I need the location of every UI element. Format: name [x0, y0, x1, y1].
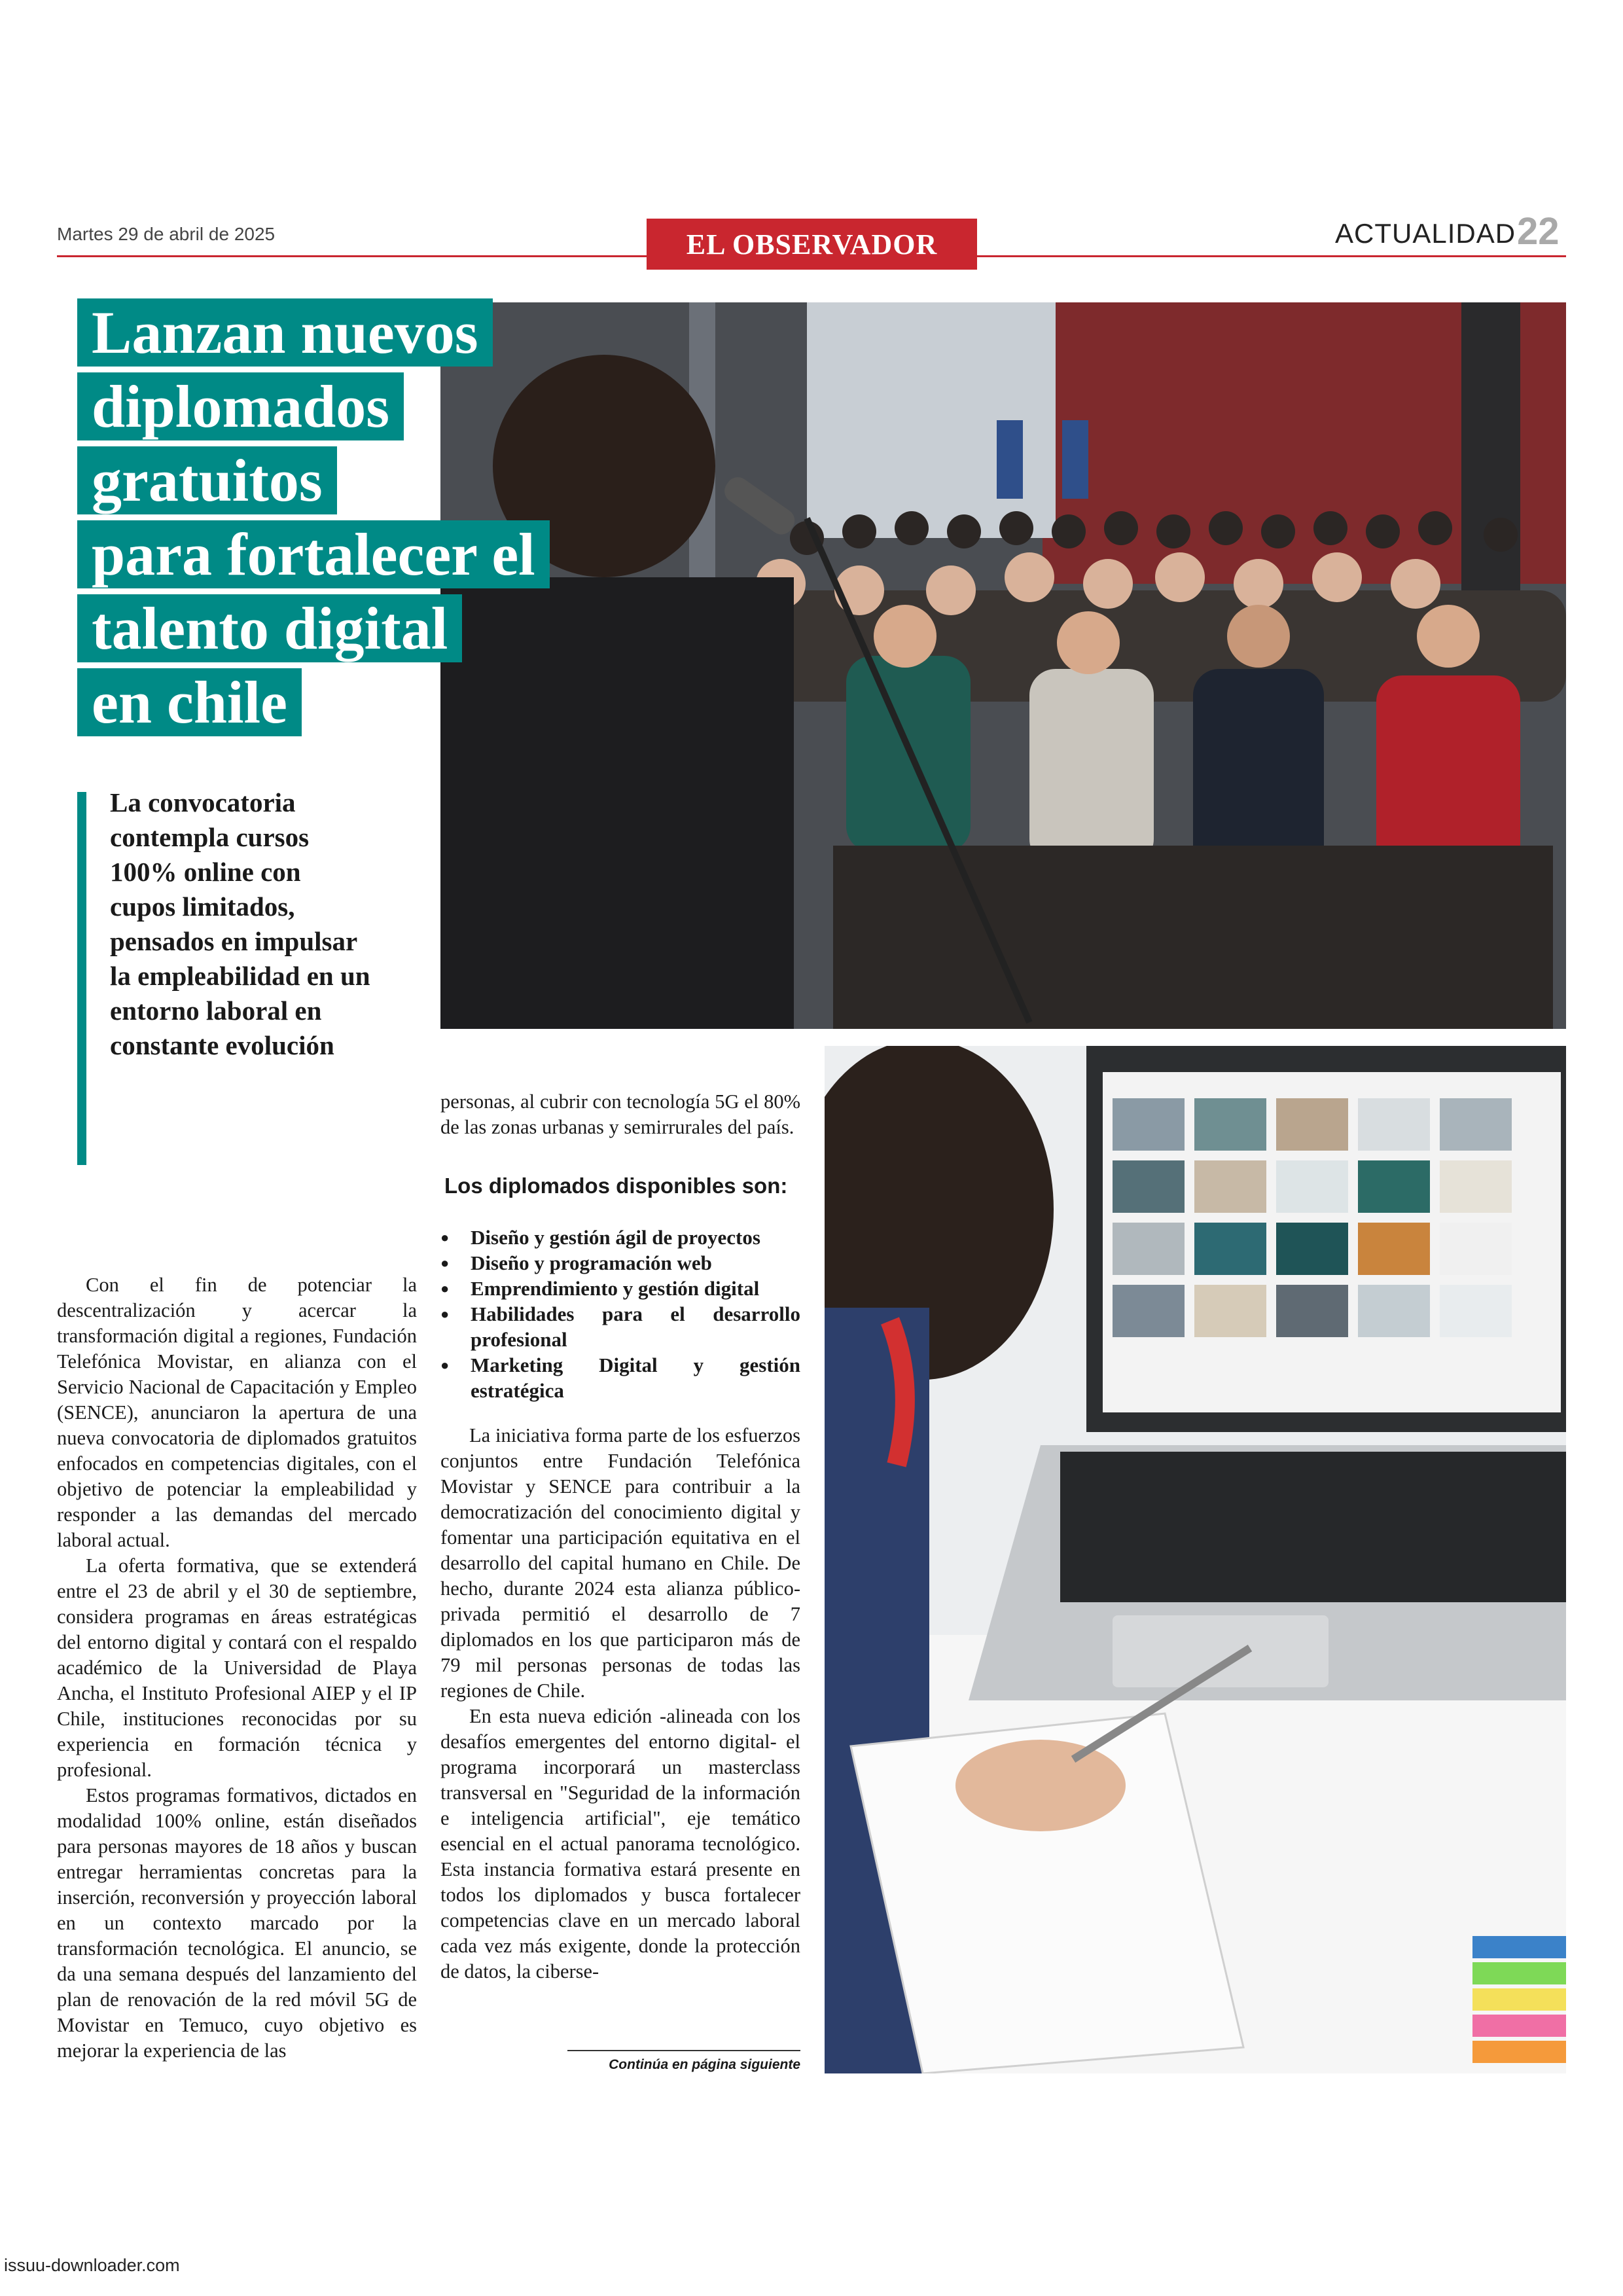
- headline-line: en chile: [77, 668, 302, 736]
- publication-logo[interactable]: EL OBSERVADOR: [647, 219, 977, 270]
- section-name: ACTUALIDAD: [1335, 218, 1516, 249]
- article-column-2: [440, 1089, 800, 1984]
- issue-date: Martes 29 de abril de 2025: [57, 224, 276, 244]
- body-paragraph: personas, al cubrir con tecnología 5G el 80% de las zonas urbanas y semirrurales del país.: [440, 1090, 800, 1138]
- list-item: ● Diseño y programación web: [440, 1250, 800, 1276]
- headline-line: Lanzan nuevos: [77, 298, 493, 367]
- article-deck: La convocatoria contempla cursos 100% online con cupos limitados, pensados en impulsar la empleabilidad en un entorno laboral en constante evolución: [110, 787, 370, 1060]
- continued-link[interactable]: Continúa en página siguiente: [609, 2057, 800, 2072]
- list-item: ● Marketing Digital y gestión estratégica: [440, 1352, 800, 1403]
- headline-line: para fortalecer el: [77, 520, 550, 588]
- list-item: ● Diseño y gestión ágil de proyectos: [440, 1225, 800, 1250]
- article-column-1: [57, 1272, 417, 2064]
- list-item: ● Habilidades para el desarrollo profesional: [440, 1301, 800, 1352]
- headline-line: diplomados: [77, 372, 404, 440]
- laptop-study-photo: [825, 1046, 1566, 2073]
- deck-accent-bar: [77, 792, 86, 1165]
- event-audience-photo: [440, 302, 1566, 1029]
- list-item: ● Emprendimiento y gestión digital: [440, 1276, 800, 1301]
- diplomas-list: [440, 1225, 800, 1403]
- body-paragraph: Con el fin de potenciar la descentralización y acercar la transformación digital a regiones, Fundación Telefónica Movistar, en alianza con el Servicio Nacional de Capacitación y Empleo (SENCE), anunciaron la apertura de una nueva convocatoria de diplomados gratuitos enfocados en competencias digitales, con el objetivo de potenciar la empleabilidad y responder a las demandas del mercado laboral actual.: [57, 1274, 417, 1551]
- page-number: 22: [1517, 210, 1560, 253]
- continued-rule: [567, 2050, 800, 2051]
- headline-line: gratuitos: [77, 446, 337, 514]
- article-headline: [77, 298, 535, 742]
- body-paragraph: En esta nueva edición -alineada con los desafíos emergentes del entorno digital- el programa incorporará un masterclass transversal en "Seguridad de la información e inteligencia artificial", eje temático esencial en el actual panorama tecnológico. Esta instancia formativa estará presente en todos los diplomados y busca fortalecer competencias clave en un mercado laboral cada vez más exigente, donde la protección de datos, la ciberse-: [440, 1705, 800, 1982]
- body-paragraph: Estos programas formativos, dictados en modalidad 100% online, están diseñados para personas mayores de 18 años y buscan entregar herramientas concretas para la inserción, reconversión y proyección laboral en un contexto marcado por la transformación tecnológica. El anuncio, se da una semana después del lanzamiento del plan de renovación de la red móvil 5G de Movistar en Temuco, cuyo objetivo es mejorar la experiencia de las: [57, 1784, 417, 2062]
- body-paragraph: La iniciativa forma parte de los esfuerzos conjuntos entre Fundación Telefónica Movistar y SENCE para contribuir a la democratización del conocimiento digital y fomentar una participación equitativa en el desarrollo del capital humano en Chile. De hecho, durante 2024 esta alianza público-privada permitió el desarrollo de 7 diplomados en los que participaron más de 79 mil personas personas de todas las regiones de Chile.: [440, 1424, 800, 1702]
- event-audience-illustration: [440, 302, 1566, 1029]
- headline-line: talento digital: [77, 594, 462, 662]
- laptop-study-illustration: [825, 1046, 1566, 2073]
- watermark: issuu-downloader.com: [4, 2255, 180, 2275]
- body-paragraph: La oferta formativa, que se extenderá entre el 23 de abril y el 30 de septiembre, considera programas en áreas estratégicas del entorno digital y contará con el respaldo académico de la Universidad de Playa Ancha, el Instituto Profesional AIEP y el IP Chile, instituciones reconocidas por su experiencia en formación técnica y profesional.: [57, 1554, 417, 1781]
- diplomas-heading: Los diplomados disponibles son:: [444, 1174, 788, 1198]
